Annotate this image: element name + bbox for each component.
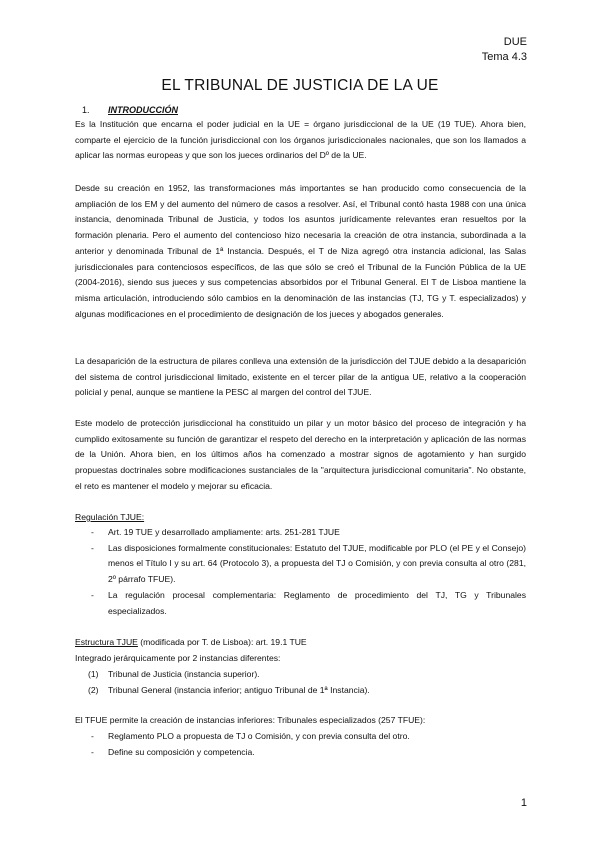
list-item-text: La regulación procesal complementaria: Reglamento de procedimiento del TJ, TG y Tribunales especializados. <box>108 589 526 616</box>
dash-bullet: - <box>91 746 94 757</box>
section-title: INTRODUCCIÓN <box>108 105 178 115</box>
dash-bullet: - <box>91 527 94 537</box>
page-number: 1 <box>520 797 527 809</box>
regulacion-list <box>75 525 526 619</box>
list-item-text: Reglamento PLO a propuesta de TJ o Comisión, y con previa consulta del otro. <box>108 731 410 741</box>
estructura-heading <box>75 635 307 651</box>
estructura-heading-rest: (modificada por T. de Lisboa): art. 19.1 TUE <box>137 637 307 647</box>
list-item-text: Tribunal de Justicia (instancia superior). <box>108 669 260 679</box>
list-item-text: Las disposiciones formalmente constitucionales: Estatuto del TJUE, modificable por PLO (el PE y el Consejo) menos el Título I y su art. 64 (Protocolo 3), a propuesta del TJ o Comisión, y con previa consulta al otro (281, 2º párrafo TFUE). <box>108 542 526 585</box>
paragraph-model: Este modelo de protección jurisdiccional ha constituido un pilar y un motor básico del proceso de integración y ha cumplido exitosamente su función de garantizar el respeto del derecho en la interpretación y aplicación de las normas de la Unión. Ahora bien, en los últimos años ha comenzado a mostrar signos de agotamiento y han surgido propuestas doctrinales sobre modificaciones sustanciales de la "arquitectura jurisdiccional comunitaria". No obstante, el reto es mantener el modelo y mejorar su eficacia. <box>75 418 526 491</box>
section-number: 1. <box>82 105 90 115</box>
dash-bullet: - <box>91 731 94 741</box>
paragraph-pillars: La desaparición de la estructura de pilares conlleva una extensión de la jurisdicción del TJUE debido a la desaparición del sistema de control jurisdiccional limitado, existente en el tercer pilar de la antigua UE, relativo a la cooperación policial y penal, aunque se mantiene la PESC al margen del control del TJUE. <box>75 356 526 398</box>
list-item <box>75 729 526 745</box>
list-item <box>75 588 526 619</box>
tfue-list <box>75 729 526 760</box>
dash-bullet: - <box>91 589 94 600</box>
list-item <box>75 667 526 683</box>
paragraph-intro: Es la Institución que encarna el poder judicial en la UE = órgano jurisdiccional de la UE (19 TUE). Ahora bien, comparte el ejercicio de la función jurisdiccional con los órganos jurisdiccionales nacionales, que son los llamados a aplicar las normas europeas y que son los jueces ordinarios del Dº de la UE. <box>75 119 526 161</box>
list-item-text: Define su composición y competencia. <box>108 746 255 757</box>
page-title: EL TRIBUNAL DE JUSTICIA DE LA UE <box>161 77 439 94</box>
estructura-list <box>75 667 526 698</box>
regulacion-heading-text: Regulación TJUE: <box>75 512 145 522</box>
list-item <box>75 541 526 588</box>
list-number: (1) <box>88 669 99 679</box>
estructura-intro: Integrado jerárquicamente por 2 instancias diferentes: <box>75 653 281 663</box>
list-item <box>75 683 526 699</box>
paragraph-history: Desde su creación en 1952, las transformaciones más importantes se han producido como consecuencia de la ampliación de los EM y del aumento del número de casos a resolver. Así, el Tribunal contó hasta 1988 con una única instancia, denominada Tribunal de Justicia, y todos los asuntos jurídicamente relevantes eran resueltos por la formación plenaria. Pero el aumento del contencioso hizo necesaria la creación de otra instancia, subordinada a la anterior y denominada Tribunal de 1ª Instancia. Después, el T de Niza agregó otra instancia adicional, las Salas jurisdiccionales para contenciosos específicos, de las que sólo se creó el Tribunal de la Función Pública de la UE (2004-2016), siendo sus jueces y sus competencias absorbidos por el Tribunal General. El T de Lisboa mantiene la misma articulación, introduciendo sólo cambios en la denominación de las instancias (TJ, TG y T. especializados) y algunas modificaciones en el procedimiento de designación de los jueces y abogados generales. <box>75 183 526 319</box>
estructura-heading-text: Estructura TJUE <box>75 637 138 647</box>
list-item <box>75 525 526 541</box>
regulacion-heading <box>75 510 144 526</box>
list-item-text: Tribunal General (instancia inferior; antiguo Tribunal de 1ª Instancia). <box>108 684 370 695</box>
dash-bullet: - <box>91 542 94 553</box>
list-item <box>75 745 526 761</box>
list-number: (2) <box>88 684 99 695</box>
section-heading <box>82 105 178 115</box>
header-subject: DUE <box>503 36 527 48</box>
list-item-text: Art. 19 TUE y desarrollado ampliamente: arts. 251-281 TJUE <box>108 527 340 537</box>
header-topic: Tema 4.3 <box>481 51 527 63</box>
tfue-intro: El TFUE permite la creación de instancias inferiores: Tribunales especializados (257 TFUE): <box>75 715 426 725</box>
